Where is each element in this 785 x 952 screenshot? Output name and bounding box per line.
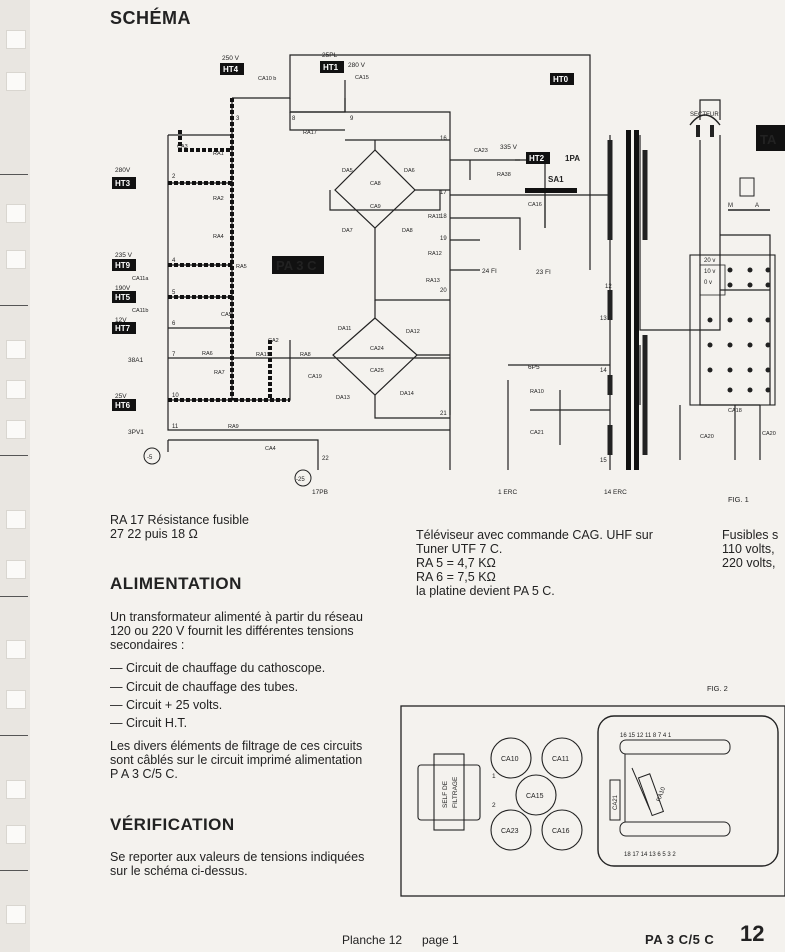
component-label: CA18 [728, 408, 742, 414]
pin-label: 2 [492, 802, 496, 809]
node-number: 2 [172, 174, 176, 180]
tv-note-line: la platine devient PA 5 C. [416, 584, 555, 598]
svg-text:HT0: HT0 [553, 75, 569, 84]
alimentation-para: P A 3 C/5 C. [110, 767, 178, 781]
tv-note-line: RA 6 = 7,5 KΩ [416, 570, 496, 584]
node-number: 19 [440, 236, 447, 242]
svg-text:HT7: HT7 [115, 324, 131, 333]
ht-tag-ht1 [320, 61, 344, 73]
voltage-label: 280V [115, 167, 131, 174]
svg-text:HT9: HT9 [115, 261, 131, 270]
component-label: RA19 [256, 352, 270, 358]
component-label: RA7 [214, 370, 225, 376]
tv-note-line: Tuner UTF 7 C. [416, 542, 503, 556]
ht-tag-ht2 [526, 152, 550, 164]
component-label: RA13 [426, 278, 440, 284]
node-number: 11 [172, 424, 179, 430]
component-label: CA8 [370, 181, 381, 187]
tab-fragment: TA [760, 132, 777, 147]
board-label: PA 3 C [276, 258, 317, 273]
voltage-label: 25PL [322, 52, 338, 59]
fuse-note-line: 110 volts, [722, 542, 775, 556]
component-label: RA11 [428, 214, 442, 220]
component-label: CA19 [308, 374, 322, 380]
node-number: 8 [292, 116, 296, 122]
ht-tag-ht5 [112, 291, 136, 303]
component-label: CA25 [370, 368, 384, 374]
component-label: CA20 [700, 434, 714, 440]
voltage-label: 14 ERC [604, 489, 627, 496]
voltage-label: 6P5 [528, 364, 540, 371]
verification-para: Se reporter aux valeurs de tensions indiquées [110, 850, 365, 864]
voltage-label: 38A1 [128, 357, 144, 364]
svg-text:HT2: HT2 [529, 154, 545, 163]
component-label: CA2 [268, 338, 279, 344]
svg-text:SELF DE: SELF DE [442, 780, 449, 808]
fig2-board-layout [0, 680, 785, 910]
voltage-label: 25V [115, 393, 127, 400]
node-number: 21 [440, 411, 447, 417]
fuse-note-line: Fusibles s [722, 528, 779, 542]
margin-tick [0, 596, 28, 597]
component-label: CA9 [370, 204, 381, 210]
svg-text:HT6: HT6 [115, 401, 131, 410]
fig1-label: FIG. 1 [728, 495, 749, 504]
svg-text:HT1: HT1 [323, 63, 339, 72]
pcb-bottom-pins: 18 17 14 13 6 5 3 2 [624, 852, 676, 858]
alimentation-para: Les divers éléments de filtrage de ces circuits [110, 739, 363, 753]
node-number: 6 [172, 321, 176, 327]
node-number: 18 [440, 214, 447, 220]
component-label: RA8 [300, 352, 311, 358]
capacitor-ca23: CA23 [501, 828, 519, 835]
component-label: RA6 [202, 351, 213, 357]
switch-label: M [728, 203, 733, 209]
component-label: RA10 [530, 389, 544, 395]
ra17-note: RA 17 Résistance fusible [110, 513, 249, 527]
voltage-label: 17PB [312, 489, 328, 496]
planche-label: Planche 12 [342, 933, 403, 947]
verification-para: sur le schéma ci-dessus. [110, 864, 248, 878]
alimentation-para: Un transformateur alimenté à partir du réseau [110, 610, 363, 624]
page-number: 12 [740, 921, 765, 946]
component-label: CA5 [221, 312, 232, 318]
voltage-label: 235 V [115, 252, 132, 259]
alimentation-para: sont câblés sur le circuit imprimé alimentation [110, 753, 363, 767]
tap-label: 20 v [704, 258, 716, 264]
voltage-label: 1 ERC [498, 489, 518, 496]
alimentation-heading: ALIMENTATION [110, 574, 242, 593]
node-number: 3 [236, 116, 240, 122]
switch-label: A [755, 203, 760, 209]
component-label: DA14 [400, 391, 414, 397]
node-number: 16 [440, 136, 447, 142]
ht-tag-ht3 [112, 177, 136, 189]
voltage-label: 335 V [500, 144, 517, 151]
component-label: DA12 [406, 329, 420, 335]
component-label: CA24 [370, 346, 384, 352]
model-label: PA 3 C/5 C [645, 932, 715, 947]
ground-label: -25 [296, 477, 305, 483]
node-number: 13 [600, 316, 607, 322]
circuit-item: — Circuit de chauffage des tubes. [110, 680, 299, 694]
node-number: 4 [172, 258, 176, 264]
ht-tag-ht6 [112, 399, 136, 411]
tv-note-line: Téléviseur avec commande CAG. UHF sur [416, 528, 653, 542]
svg-text:HT3: HT3 [115, 179, 131, 188]
voltage-label: 12V [115, 317, 127, 324]
component-label: DA7 [342, 228, 353, 234]
voltage-label: 23 FI [536, 269, 551, 276]
circuit-item: — Circuit H.T. [110, 716, 188, 730]
secteur-label: SECTEUR [690, 112, 719, 118]
capacitor-ca15: CA15 [526, 793, 544, 800]
node-number: 14 [600, 368, 607, 374]
ra17-values: 27 22 puis 18 Ω [110, 527, 198, 541]
component-label: CA11a [132, 276, 149, 282]
component-label: RA9 [228, 424, 239, 430]
component-label: RA38 [497, 172, 511, 178]
voltage-label: 250 V [222, 55, 239, 62]
component-label: DA5 [342, 168, 353, 174]
voltage-label: 24 FI [482, 268, 497, 275]
node-number: 20 [440, 288, 447, 294]
tap-label: 10 v [704, 269, 716, 275]
component-label: CA20 [762, 431, 776, 437]
ground-label: -5 [147, 455, 153, 461]
node-number: 10 [172, 393, 179, 399]
component-label: RA4 [213, 234, 224, 240]
svg-text:HT5: HT5 [115, 293, 131, 302]
component-label: DA11 [338, 326, 352, 332]
component-label: CA15 [355, 75, 369, 81]
ht-tag-ht4 [220, 63, 244, 75]
voltage-label: 190V [115, 285, 131, 292]
component-label: CA11b [132, 308, 149, 314]
svg-text:FILTRAGE: FILTRAGE [452, 776, 459, 808]
pin-label: 1 [492, 773, 496, 780]
ht-tag-ht9 [112, 259, 136, 271]
component-label: CA4 [265, 446, 276, 452]
voltage-label: 1PA [565, 154, 580, 163]
component-label: RA12 [428, 251, 442, 257]
component-label: RA5 [236, 264, 247, 270]
binder-hole [6, 560, 26, 579]
fuse-note-line: 220 volts, [722, 556, 776, 570]
voltage-label: 280 V [348, 62, 365, 69]
circuit-item: — Circuit + 25 volts. [110, 698, 223, 712]
node-number: 7 [172, 352, 176, 358]
filter-choke [418, 754, 480, 830]
verification-heading: VÉRIFICATION [110, 815, 235, 834]
capacitor-ca16: CA16 [552, 828, 570, 835]
pcb-top-pins: 16 15 12 11 8 7 4 1 [620, 733, 672, 739]
node-number: 5 [172, 290, 176, 296]
component-label: CA10 b [258, 76, 277, 82]
pcb-ca21: CA21 [613, 794, 619, 810]
tv-note-line: RA 5 = 4,7 KΩ [416, 556, 496, 570]
component-label: CA23 [474, 148, 488, 154]
component-label: CA21 [530, 430, 544, 436]
voltage-label: 3PV1 [128, 429, 144, 436]
pcb-ra10: RA10 [656, 786, 668, 803]
svg-text:HT4: HT4 [223, 65, 239, 74]
alimentation-para: secondaires : [110, 638, 185, 652]
node-number: 15 [600, 458, 607, 464]
page-label: page 1 [422, 933, 459, 947]
component-label: DA8 [402, 228, 413, 234]
capacitor-ca10: CA10 [501, 756, 519, 763]
node-number: 12 [605, 284, 612, 290]
tap-label: 0 v [704, 280, 713, 286]
schema-heading: SCHÉMA [110, 8, 192, 28]
circuit-item: — Circuit de chauffage du cathoscope. [110, 661, 326, 675]
alimentation-para: 120 ou 220 V fournit les différentes tensions [110, 624, 354, 638]
component-label: CA3 [177, 144, 188, 150]
component-label: RA2 [213, 196, 224, 202]
node-number: 9 [350, 116, 354, 122]
node-number: 17 [440, 190, 447, 196]
component-label: CA16 [528, 202, 542, 208]
component-label: SA1 [548, 175, 564, 184]
node-number: 22 [322, 456, 329, 462]
component-label: DA6 [404, 168, 415, 174]
component-label: RA17 [303, 130, 317, 136]
fig2-label: FIG. 2 [707, 684, 728, 693]
binder-hole [6, 510, 26, 529]
component-label: RA1 [213, 151, 224, 157]
ht-tag-ht0 [550, 73, 574, 85]
component-label: DA13 [336, 395, 350, 401]
capacitor-ca11: CA11 [552, 756, 569, 763]
binder-hole [6, 640, 26, 659]
